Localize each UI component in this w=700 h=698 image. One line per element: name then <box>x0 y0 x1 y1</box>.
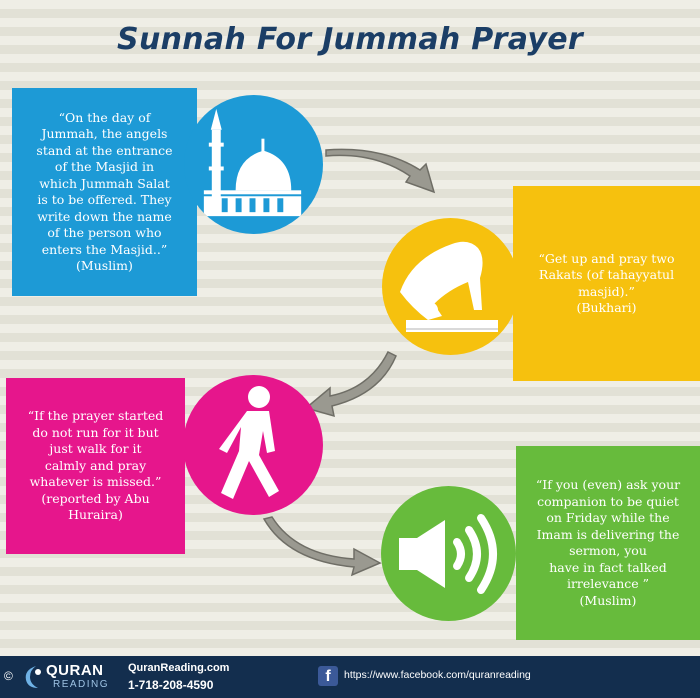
page-title: Sunnah For Jummah Prayer <box>117 22 583 57</box>
quote-text-angels: “On the day of Jummah, the angels stand at the entrance of the Masjid in which Jummah Salat is to be offered. They write down the name of the person who enters the Masjid..” (Muslim) <box>36 109 173 273</box>
arrow-1-to-2 <box>320 148 440 200</box>
facebook-url-link[interactable]: https://www.facebook.com/quranreading <box>344 669 531 681</box>
website-link[interactable]: QuranReading.com <box>128 662 230 674</box>
prostration-icon <box>382 218 519 355</box>
quote-text-walk: “If the prayer started do not run for it but just walk for it calmly and pray whatever is missed.” (reported by Abu Huraira) <box>27 408 164 523</box>
prostration-circle <box>382 218 519 355</box>
quote-box-two-rakats <box>513 186 700 381</box>
quote-box-angels <box>12 88 197 296</box>
quote-box-silence <box>516 446 700 640</box>
arrow-3-to-4 <box>258 515 386 585</box>
speaker-circle <box>381 486 516 621</box>
footer-bar <box>0 656 700 698</box>
logo-wordmark-quran: QURAN <box>46 662 104 679</box>
arrow-2-to-3 <box>300 348 400 420</box>
quran-reading-logo-icon <box>22 664 44 690</box>
facebook-icon[interactable]: f <box>318 666 338 686</box>
quote-text-two-rakats: “Get up and pray two Rakats (of tahayyatul masjid).” (Bukhari) <box>538 250 675 315</box>
speaker-icon <box>381 486 516 621</box>
walking-circle <box>183 375 323 515</box>
walking-person-icon <box>183 375 323 515</box>
quote-text-silence: “If you (even) ask your companion to be quiet on Friday while the Imam is delivering the sermon, you have in fact talked irrelevance ” (Muslim) <box>535 477 681 608</box>
quote-box-walk <box>6 378 185 554</box>
copyright-symbol: © <box>4 669 13 683</box>
mosque-circle <box>184 95 323 234</box>
phone-number: 1-718-208-4590 <box>128 678 214 692</box>
logo-wordmark-reading: READING <box>53 679 110 690</box>
mosque-icon <box>184 95 323 234</box>
